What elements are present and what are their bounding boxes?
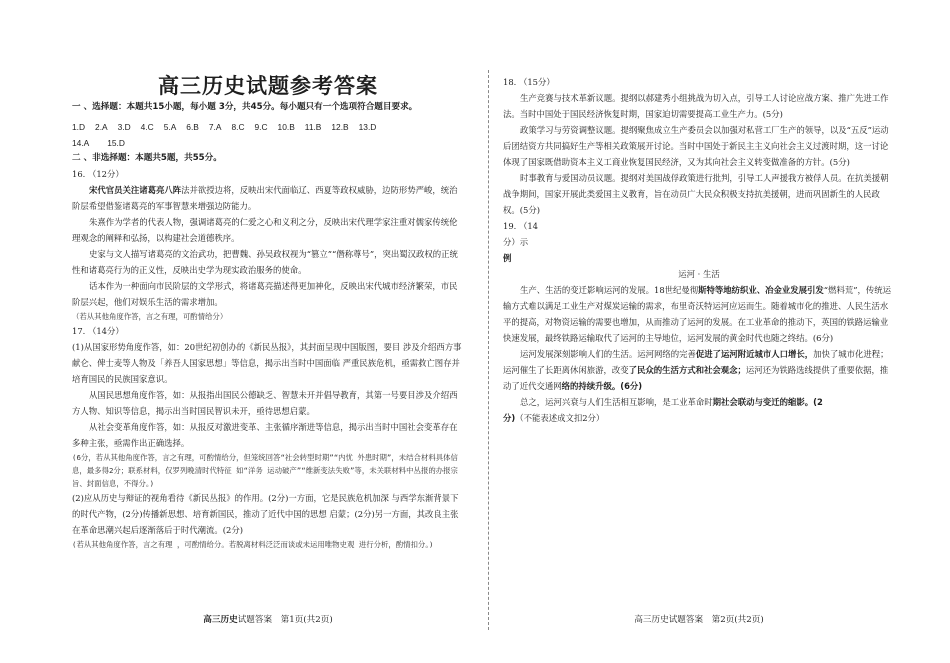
question-16-paragraph: 朱熹作为学者的代表人物，强调诸葛亮的仁爱之心和义利之分，反映出宋代理学家注重对儒家传统伦理观念的阐释和弘扬，以构建社会道德秩序。 <box>72 217 458 243</box>
section-nonchoice-heading: 二 、非选择题：本题共5题，共55分。 <box>72 153 222 163</box>
question-16-heading: 16. （12分） <box>72 169 124 179</box>
answer-item: 8.C <box>231 122 245 132</box>
answer-item: 13.D <box>358 122 377 132</box>
question-18-heading: 18. （15分） <box>503 77 555 87</box>
question-19-heading-example: 例 <box>503 253 512 263</box>
answer-item: 3.D <box>117 122 131 132</box>
essay-bold-text: 期社会联动与变迁的缩影。(2 <box>712 397 823 407</box>
q16-bold-lead: 宋代官员关注诸葛亮八阵 <box>89 185 182 195</box>
footer-subject: 高三历史 <box>203 615 238 625</box>
essay-bold-text: 络的持续升级。(6分) <box>561 381 643 391</box>
answer-item: 4.C <box>140 122 154 132</box>
q16-text: 法并欲授边将，反映出宋代面临辽、西夏等政权威胁，边防形势严峻，统治阶层希望借鉴诸葛亮的军事智慧来增强边防能力。 <box>72 185 458 211</box>
answer-item: 12.B <box>331 122 349 132</box>
answer-page-2 <box>503 0 895 663</box>
essay-text: （不能表述成文扣2分） <box>515 413 605 423</box>
question-19-heading: 19. （14 <box>503 221 539 231</box>
question-17-paragraph: 从国民思想角度作答，如：从报指出国民公德缺乏、智慧未开并倡导教育，其第一号要目涉及介绍西方人物、知识等信息，揭示出当时国民智识未开，亟待思想启蒙。 <box>72 390 458 416</box>
page-footer: 高三历史试题答案 第2页(共2页) <box>634 615 764 625</box>
essay-bold-text: 促进了运河附近城市人口增长， <box>695 349 814 359</box>
essay-text: 运河还为铁路选线提供了重要依据，推动了近代交通网 <box>503 365 889 391</box>
question-18-paragraph: 政策学习与劳资调整议题。提纲聚焦成立生产委员会以加强对私营工厂生产的领导，以及“五反”运动后团结资方共同搞好生产等相关政策展开讨论。当时中国处于新民主主义向社会主义过渡时期，这一讨论体现了国家既借助资本主义工商业恢复国民经济，又为其向社会主义转变做准备的方针。(5分) <box>503 125 889 167</box>
question-19-heading-cont: 分）示 <box>503 237 529 247</box>
question-18-paragraph: 时事教育与爱国动员议题。提纲对美国战俘政策进行批判，引导工人声援我方被俘人员。在抗美援朝战争期间，国家开展此类爱国主义教育，旨在动员广大民众积极支持抗美援朝，进而巩固新生的人民政权。(5分) <box>503 173 889 215</box>
essay-text: 运河发展深刻影响人们的生活。运河网络的完善 <box>520 349 696 359</box>
question-17-heading: 17. （14分） <box>72 326 124 336</box>
answer-item: 15.D <box>107 138 125 148</box>
answer-item: 5.A <box>163 122 177 132</box>
answer-item: 6.B <box>186 122 199 132</box>
question-16-note: （若从其他角度作答，言之有理，可酌情给分） <box>72 312 228 321</box>
question-16-paragraph: 史家与文人描写诸葛亮的文治武功，把曹魏、孙吴政权视为“篡立”“僭称尊号”，突出蜀汉政权的正统性和诸葛亮行为的正义性，反映出史学为现实政治服务的使命。 <box>72 249 458 275</box>
footer-page-number: 试题答案 第1页(共2页) <box>237 615 333 625</box>
question-17-note: (若从其他角度作答，言之有理 ，可酌情给分。若脱离材料泛泛而谈或未运用唯物史观 进行分析，酌情扣分。) <box>72 540 434 549</box>
page-footer <box>72 613 464 625</box>
essay-bold-text: 斯特等地纺织业、冶金业发展引发 <box>698 285 824 295</box>
question-17-paragraph: 从社会变革角度作答，如：从报反对激进变革、主张循序渐进等信息，揭示出当时中国社会变革存在多种主张，亟需作出正确选择。 <box>72 422 458 448</box>
choice-answers-row-1 <box>72 119 464 135</box>
answer-item: 2.A <box>95 122 108 132</box>
answer-item: 7.A <box>208 122 222 132</box>
answer-item: 14.A <box>72 138 90 148</box>
question-17-paragraph: (2)应从历史与辩证的视角看待《新民丛报》的作用。(2分)一方面，它是民族危机加深 与西学东渐背景下的时代产物，(2分)传播新思想、培育新国民，推动了近代中国的思想 启蒙；(2分)另一方面，其改良主张在革命思潮兴起后逐渐落后于时代潮流。(2分) <box>72 493 459 535</box>
column-divider <box>488 70 489 630</box>
essay-paragraph <box>503 282 895 346</box>
answer-item: 11.B <box>304 122 322 132</box>
document-title: 高三历史试题参考答案 <box>158 73 378 98</box>
essay-text: 生产、生活的变迁影响运河的发展。18世纪曼彻 <box>520 285 699 295</box>
essay-text: 加快了城市化进程；运河催生了长距离休闲旅游，改变 <box>503 349 889 375</box>
essay-title: 运河 · 生活 <box>678 269 720 279</box>
essay-text: “燃料荒”，传统运输方式难以满足工业生产对煤炭运输的需求，布里奇沃特运河应运而生。随着城市化的推进、人民生活水平的提高，对物资运输的需要也增加，从而推动了运河的发展。在工业革命的推动下，英国的铁路运输业快速发展，最终铁路运输取代了运河的主导地位，运河发展的黄金时代也随之终结。(6分) <box>503 285 891 343</box>
essay-paragraph <box>503 410 895 426</box>
choice-answers-row-2 <box>72 135 464 151</box>
answer-page-1 <box>72 0 464 663</box>
essay-paragraph <box>503 346 895 394</box>
question-17-note: (6分，若从其他角度作答，言之有理，可酌情给分，但笼统回答“社会转型时期”“内忧 外患时期”，未结合材料具体信息，最多得2分；联系材料，仅罗列晚清时代特征 如“洋务 运动破产”“维新变法失败”等，未关联材料中丛报的办报宗旨、封面信息，不得分。) <box>72 453 458 488</box>
question-18-paragraph: 生产竞赛与技术革新议题。提纲以郝建秀小组挑战为切入点，引导工人讨论应战方案、推广先进工作法。当时中国处于国民经济恢复时期，国家迫切需要提高工业生产力。(5分) <box>503 93 889 119</box>
answer-item: 10.B <box>277 122 295 132</box>
answer-item: 1.D <box>72 122 86 132</box>
question-17-paragraph: (1)从国家形势角度作答，如：20世纪初创办的《新民丛报》，其封面呈现中国版图，要目 涉及介绍西方事献仑、俾士麦等人物及「养吾人国家思想」等信息，揭示出当时中国面临 严重民族危机，亟需救亡图存并培育国民的民族国家意识。 <box>72 342 462 384</box>
essay-paragraph <box>503 394 895 410</box>
question-16-paragraph <box>72 182 464 214</box>
essay-text: 总之，运河兴衰与人们生活相互影响，是工业革命时 <box>520 397 713 407</box>
answer-item: 9.C <box>254 122 268 132</box>
essay-bold-text: 分) <box>503 413 516 423</box>
question-16-paragraph: 话本作为一种面向市民阶层的文学形式，将诸葛亮描述得更加神化，反映出宋代城市经济繁荣，市民阶层兴起，他们对娱乐生活的需求增加。 <box>72 281 458 307</box>
section-choice-heading: 一 、选择题：本题共15小题，每小题 3分，共45分。每小题只有一个选项符合题目要求。 <box>72 102 418 112</box>
essay-bold-text: 了民众的生活方式和社会观念； <box>628 365 746 375</box>
